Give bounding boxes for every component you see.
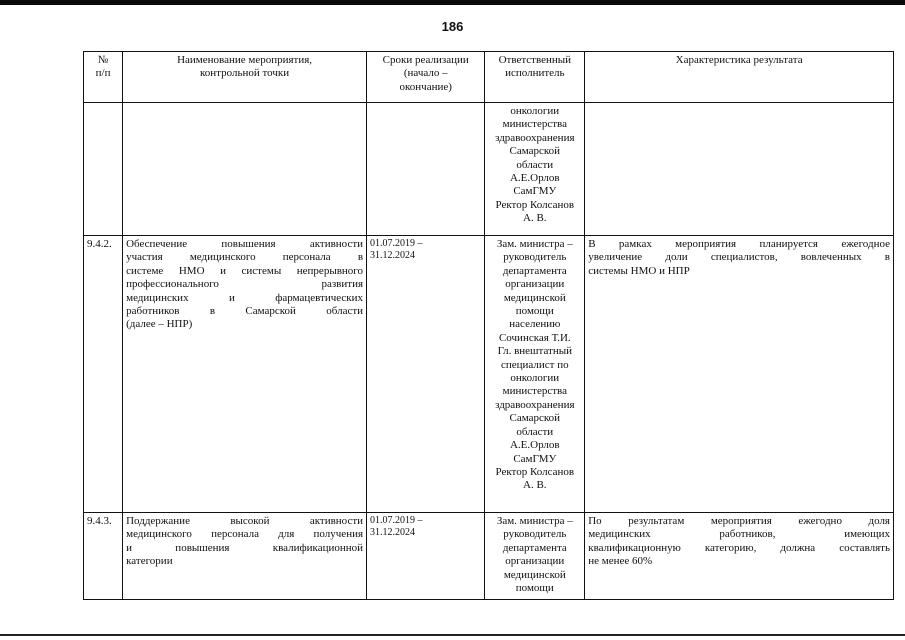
- text-line: помощи: [515, 582, 554, 595]
- activity-name: [123, 513, 367, 600]
- text-line: Ответственный: [498, 54, 572, 66]
- row-number: 9.4.2.: [84, 236, 123, 513]
- text-line: По результатам мероприятия ежегодно доля: [588, 515, 890, 527]
- text-line: медицинской: [503, 568, 566, 581]
- header-num: [84, 52, 123, 103]
- text-line: Характеристика результата: [675, 54, 803, 66]
- result-description: [585, 236, 894, 513]
- text-line: (начало –: [403, 67, 448, 80]
- text-line: департамента: [502, 541, 567, 554]
- row-number: 9.4.3.: [84, 513, 123, 600]
- text-line: профессионального развития: [126, 278, 364, 291]
- text-line: А.Е.Орлов: [509, 172, 560, 185]
- header-name: [123, 52, 367, 103]
- text-line: и повышения квалификационной: [126, 541, 364, 554]
- text-line: 01.07.2019 –: [370, 238, 423, 249]
- text-line: участия медицинского персонала в: [126, 251, 364, 264]
- text-line: Сочинская Т.И.: [498, 331, 571, 344]
- text-line: СамГМУ: [513, 185, 557, 198]
- header-responsible: [485, 52, 585, 103]
- text-line: увеличение доли специалистов, вовлеченных в: [588, 251, 890, 264]
- text-line: медицинского персонала для получения: [126, 528, 364, 541]
- text-line: В рамках мероприятия планируется ежегодное: [588, 238, 890, 250]
- text-line: окончание): [399, 80, 452, 93]
- text-line: Самарской: [509, 412, 561, 425]
- text-line: СамГМУ: [513, 452, 557, 465]
- text-line: А.Е.Орлов: [509, 439, 560, 452]
- text-line: Ректор Колсанов: [495, 198, 575, 211]
- text-line: Зам. министра –: [496, 515, 573, 527]
- text-line: Наименование мероприятия,: [177, 54, 313, 66]
- page-number: 186: [441, 19, 464, 34]
- text-line: медицинских работников, имеющих: [588, 528, 890, 541]
- text-line: Обеспечение повышения активности: [126, 238, 364, 250]
- bottom-border-bar: [0, 634, 905, 636]
- responsible-executor: [485, 103, 585, 236]
- text-line: категории: [126, 555, 173, 568]
- text-line: 01.07.2019 –: [370, 515, 423, 526]
- top-border-bar: [0, 0, 905, 5]
- text-line: организации: [505, 278, 565, 291]
- text-line: области: [516, 158, 554, 171]
- activity-name: [123, 236, 367, 513]
- text-line: населению: [509, 318, 561, 331]
- text-line: Поддержание высокой активности: [126, 515, 364, 527]
- text-line: онкологии: [510, 105, 560, 117]
- text-line: министерства: [502, 385, 567, 398]
- table-header-row: [84, 52, 894, 103]
- text-line: Гл. внештатный: [497, 345, 573, 358]
- text-line: Самарской: [509, 145, 561, 158]
- responsible-executor: [485, 513, 585, 600]
- text-line: квалификационную категорию, должна составлять: [588, 541, 890, 554]
- activity-dates: [367, 513, 485, 600]
- text-line: п/п: [95, 67, 111, 80]
- text-line: А. В.: [523, 212, 547, 225]
- text-line: контрольной точки: [200, 67, 290, 80]
- activities-table: [83, 51, 894, 600]
- result-description: [585, 103, 894, 236]
- activity-dates: [367, 236, 485, 513]
- text-line: здравоохранения: [495, 398, 575, 411]
- text-line: области: [516, 425, 554, 438]
- text-line: А. В.: [523, 479, 547, 492]
- table-row: [84, 236, 894, 513]
- text-line: системе НМО и системы непрерывного: [126, 264, 364, 277]
- text-line: Ректор Колсанов: [495, 465, 575, 478]
- text-line: организации: [505, 555, 565, 568]
- text-line: руководитель: [503, 528, 567, 541]
- text-line: системы НМО и НПР: [588, 264, 690, 277]
- text-line: здравоохранения: [495, 131, 575, 144]
- text-line: не менее 60%: [588, 555, 653, 568]
- text-line: работников в Самарской области: [126, 305, 364, 318]
- table-row: [84, 103, 894, 236]
- activity-name: [123, 103, 367, 236]
- responsible-executor: [485, 236, 585, 513]
- text-line: Сроки реализации: [382, 54, 469, 66]
- text-line: Зам. министра –: [496, 238, 573, 250]
- text-line: медицинских и фармацевтических: [126, 291, 364, 304]
- text-line: 31.12.2024: [370, 250, 416, 261]
- text-line: министерства: [502, 118, 567, 131]
- row-number: [84, 103, 123, 236]
- header-result: [585, 52, 894, 103]
- text-line: онкологии: [510, 372, 560, 385]
- result-description: [585, 513, 894, 600]
- activity-dates: [367, 103, 485, 236]
- text-line: (далее – НПР): [126, 318, 193, 331]
- text-line: №: [97, 54, 109, 66]
- text-line: специалист по: [501, 358, 569, 371]
- text-line: руководитель: [503, 251, 567, 264]
- text-line: медицинской: [503, 291, 566, 304]
- table-row: [84, 513, 894, 600]
- text-line: 31.12.2024: [370, 527, 416, 538]
- text-line: исполнитель: [505, 67, 565, 80]
- header-dates: [367, 52, 485, 103]
- text-line: помощи: [515, 305, 554, 318]
- text-line: департамента: [502, 264, 567, 277]
